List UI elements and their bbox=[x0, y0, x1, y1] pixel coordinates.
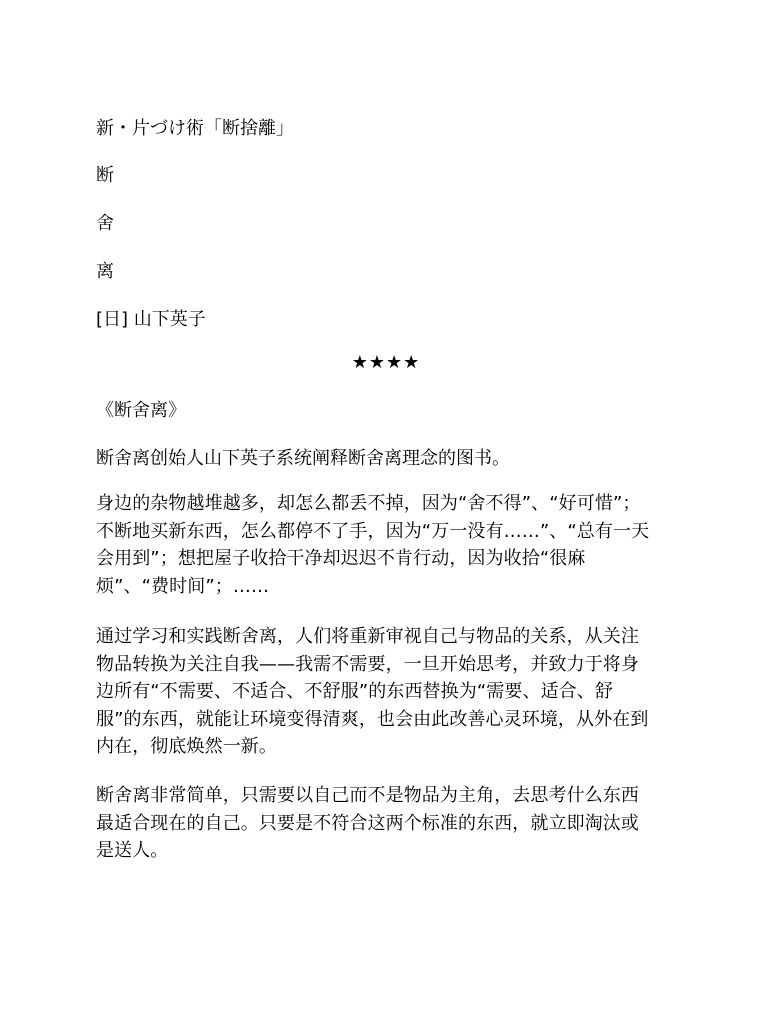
paragraph-line: 通过学习和实践断舍离，人们将重新审视自己与物品的关系，从关注 bbox=[96, 626, 639, 647]
intro-paragraph: 断舍离创始人山下英子系统阐释断舍离理念的图书。 bbox=[96, 448, 510, 469]
paragraph-line: 服”的东西，就能让环境变得清爽，也会由此改善心灵环境，从外在到 bbox=[96, 708, 649, 730]
title-char-3: 离 bbox=[96, 261, 114, 282]
section-title: 《断舍离》 bbox=[96, 400, 186, 421]
paragraph-line: 最适合现在的自己。只要是不符合这两个标准的东西，就立即淘汰或 bbox=[96, 812, 639, 834]
book-subtitle: 新・片づけ術「断捨離」 bbox=[96, 118, 294, 139]
paragraph-line: 内在，彻底焕然一新。 bbox=[96, 736, 277, 757]
paragraph-line: 会用到”；想把屋子收拾干净却迟迟不肯行动，因为收拾“很麻 bbox=[96, 548, 586, 569]
ornament-stars: ★★★★ bbox=[351, 352, 421, 373]
paragraph-2 bbox=[96, 623, 676, 761]
author-line: [日] 山下英子 bbox=[96, 309, 206, 330]
paragraph-line: 边所有“不需要、不适合、不舒服”的东西替换为“需要、适合、舒 bbox=[96, 681, 613, 702]
title-char-2: 舍 bbox=[96, 213, 114, 234]
paragraph-line: 断舍离非常简单，只需要以自己而不是物品为主角，去思考什么东西 bbox=[96, 785, 639, 806]
paragraph-line: 不断地买新东西，怎么都停不了手，因为“万一没有……”、“总有一天 bbox=[96, 520, 650, 542]
paragraph-line: 身边的杂物越堆越多，却怎么都丢不掉，因为“舍不得”、“好可惜”； bbox=[96, 493, 641, 514]
paragraph-line: 是送人。 bbox=[96, 840, 169, 861]
title-char-1: 断 bbox=[96, 165, 114, 186]
paragraph-line: 烦”、“费时间”；…… bbox=[96, 575, 270, 597]
paragraph-line: 物品转换为关注自我——我需不需要，一旦开始思考，并致力于将身 bbox=[96, 653, 639, 675]
paragraph-1 bbox=[96, 490, 676, 600]
paragraph-3 bbox=[96, 782, 676, 865]
